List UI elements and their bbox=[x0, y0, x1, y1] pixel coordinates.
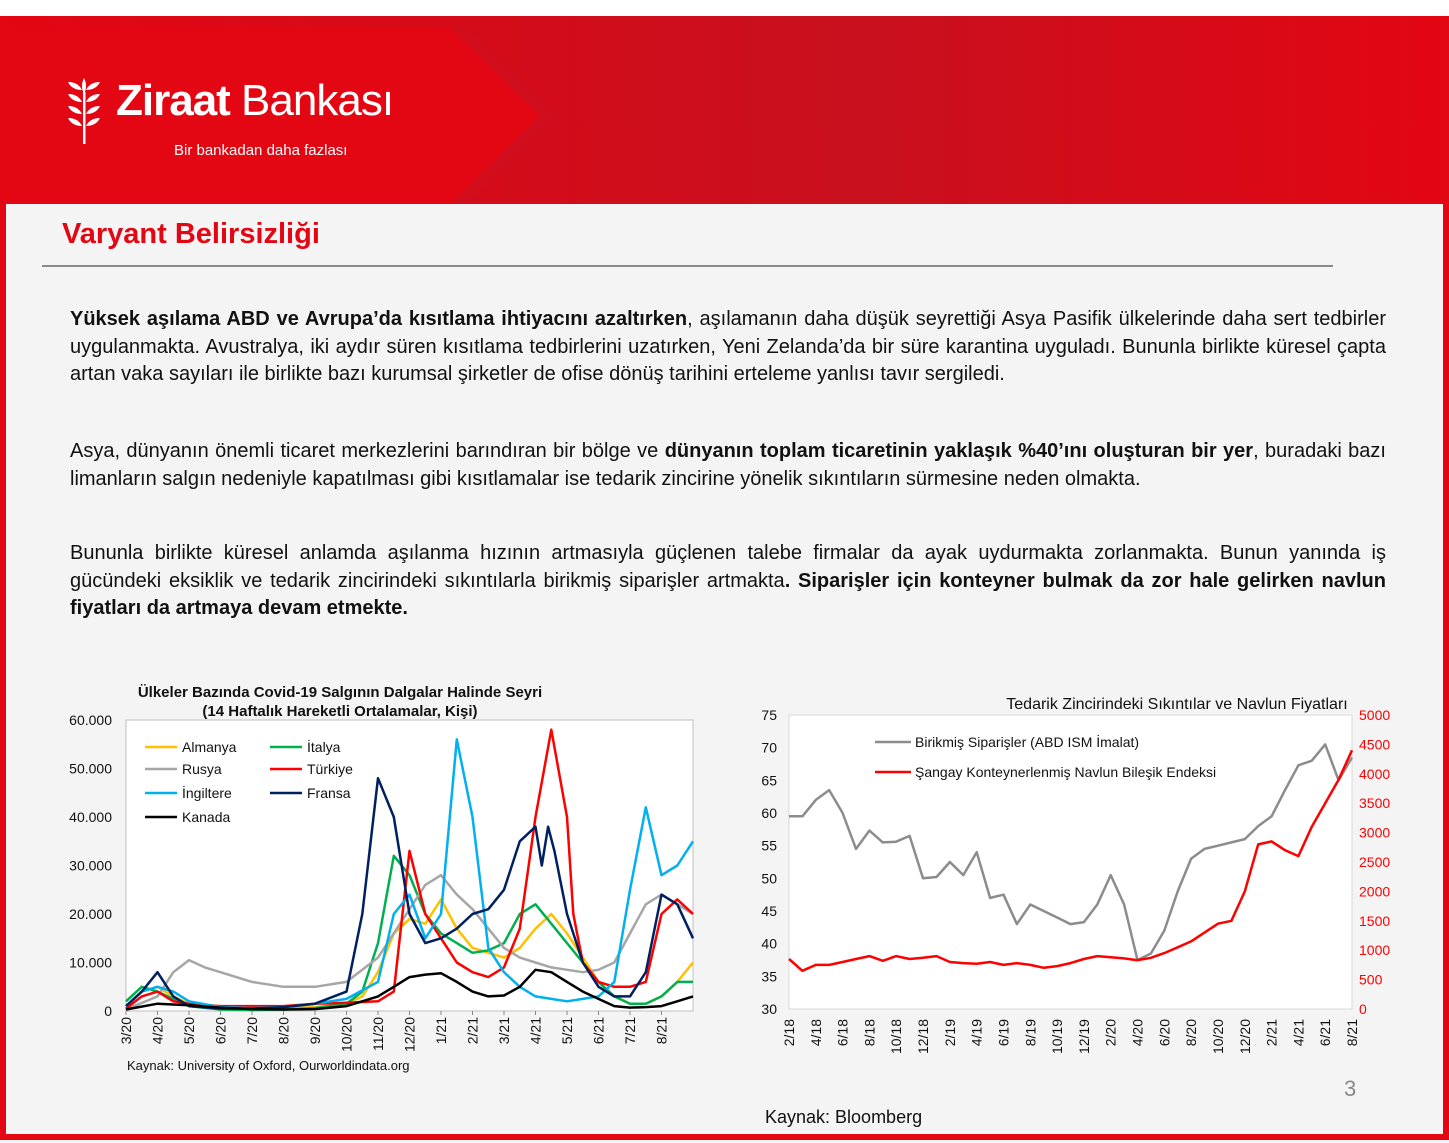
chart1-xtick-label: 10/20 bbox=[338, 1017, 355, 1053]
chart1-source: Kaynak: University of Oxford, Ourworldindata.org bbox=[127, 1058, 410, 1073]
chart1-xtick-label: 2/21 bbox=[464, 1017, 481, 1045]
chart1-legend-label: Almanya bbox=[182, 739, 237, 755]
chart1-legend-label: Fransa bbox=[307, 785, 351, 801]
chart2-legend-label: Birikmiş Siparişler (ABD ISM İmalat) bbox=[915, 734, 1140, 750]
chart2-xtick-label: 6/20 bbox=[1156, 1019, 1173, 1047]
chart1-legend-label: Rusya bbox=[182, 761, 222, 777]
page-number: 3 bbox=[1344, 1076, 1357, 1101]
chart1-xtick-label: 12/20 bbox=[401, 1017, 418, 1053]
chart2-plot-area bbox=[789, 715, 1352, 1009]
chart2-xtick-label: 12/20 bbox=[1236, 1019, 1253, 1055]
chart2-y2tick-label: 2500 bbox=[1359, 854, 1391, 870]
chart2-xtick-label: 8/21 bbox=[1344, 1019, 1360, 1047]
chart2-xtick-label: 2/18 bbox=[781, 1019, 797, 1047]
chart2-xtick-label: 8/19 bbox=[1022, 1019, 1039, 1047]
chart1-xtick-label: 5/21 bbox=[559, 1017, 575, 1045]
slide-title: Varyant Belirsizliği bbox=[62, 218, 320, 250]
chart2-y2tick-label: 4500 bbox=[1359, 736, 1391, 753]
chart2-y2tick-label: 3000 bbox=[1359, 824, 1391, 841]
chart1-ytick-label: 50.000 bbox=[69, 760, 112, 777]
chart2-xtick-label: 2/20 bbox=[1102, 1019, 1119, 1047]
chart1-legend-label: İtalya bbox=[307, 739, 341, 755]
chart1-xtick-label: 3/21 bbox=[496, 1017, 512, 1045]
chart2-xtick-label: 12/19 bbox=[1075, 1019, 1092, 1055]
chart1-legend-label: Türkiye bbox=[307, 761, 353, 777]
chart2-y2tick-label: 5000 bbox=[1359, 707, 1391, 723]
chart2-ytick-label: 50 bbox=[761, 870, 777, 887]
chart2-ytick-label: 75 bbox=[761, 707, 777, 723]
chart2-xtick-label: 10/18 bbox=[888, 1019, 905, 1055]
chart1-ytick-label: 20.000 bbox=[69, 906, 112, 922]
paragraph-2: Asya, dünyanın önemli ticaret merkezlerini barındıran bir bölge ve dünyanın toplam ticaretinin yaklaşık %40’ını oluşturan bir yer, buradaki bazı limanların salgın nedeniyle kapatılması gibi kısıtlamalar ise tedarik zincirine yönelik sıkıntıların sürmesine neden olmakta. bbox=[70, 440, 1386, 490]
chart2-y2tick-label: 3500 bbox=[1359, 795, 1391, 812]
chart2-legend-label: Şangay Konteynerlenmiş Navlun Bileşik Endeksi bbox=[915, 764, 1217, 780]
chart2-xtick-label: 2/19 bbox=[941, 1019, 958, 1047]
chart1-xtick-label: 4/20 bbox=[149, 1017, 166, 1045]
chart1-title: Ülkeler Bazında Covid-19 Salgının Dalgalar Halinde Seyri bbox=[137, 684, 543, 701]
chart1-xtick-label: 8/21 bbox=[653, 1017, 670, 1045]
chart2-ytick-label: 70 bbox=[761, 739, 777, 756]
chart1-xtick-label: 7/21 bbox=[622, 1017, 638, 1045]
title-divider bbox=[42, 265, 1333, 267]
chart1-ytick-label: 60.000 bbox=[69, 712, 112, 728]
chart2-y2tick-label: 0 bbox=[1359, 1001, 1367, 1017]
brand-name: Ziraat Bankası bbox=[116, 76, 394, 125]
chart1-legend-label: Kanada bbox=[182, 809, 231, 825]
chart1-xtick-label: 3/20 bbox=[118, 1017, 134, 1045]
chart2-xtick-label: 4/18 bbox=[807, 1019, 824, 1047]
chart2-ytick-label: 65 bbox=[761, 772, 777, 789]
ziraat-logo bbox=[64, 76, 434, 166]
chart1-xtick-label: 6/21 bbox=[590, 1017, 607, 1045]
brand-tagline: Bir bankadan daha fazlası bbox=[174, 142, 348, 159]
chart1-ytick-label: 30.000 bbox=[69, 857, 112, 874]
chart2-xtick-label: 4/21 bbox=[1290, 1019, 1307, 1047]
chart2-y2tick-label: 4000 bbox=[1359, 765, 1391, 782]
source-bloomberg: Kaynak: Bloomberg bbox=[765, 1107, 923, 1127]
chart1-xtick-label: 9/20 bbox=[307, 1017, 323, 1045]
chart2-ytick-label: 45 bbox=[761, 903, 777, 919]
chart2-y2tick-label: 1500 bbox=[1359, 912, 1391, 929]
chart1-ytick-label: 40.000 bbox=[69, 809, 112, 825]
chart1-xtick-label: 6/20 bbox=[212, 1017, 229, 1045]
chart2-xtick-label: 6/18 bbox=[834, 1019, 851, 1047]
chart1-xtick-label: 8/20 bbox=[275, 1017, 292, 1045]
wheat-icon bbox=[64, 76, 108, 146]
chart2-title: Tedarik Zincirindeki Sıkıntılar ve Navlun Fiyatları bbox=[1006, 696, 1348, 713]
chart2-xtick-label: 10/19 bbox=[1049, 1019, 1066, 1055]
chart2-xtick-label: 6/21 bbox=[1317, 1019, 1334, 1047]
chart1-xtick-label: 7/20 bbox=[244, 1017, 260, 1045]
chart2-ytick-label: 60 bbox=[761, 805, 777, 821]
covid-waves-chart bbox=[50, 675, 710, 1085]
chart2-xtick-label: 8/20 bbox=[1183, 1019, 1200, 1047]
chart1-xtick-label: 1/21 bbox=[433, 1017, 449, 1045]
chart1-ytick-label: 0 bbox=[104, 1003, 112, 1019]
chart2-y2tick-label: 500 bbox=[1359, 971, 1383, 988]
chart2-ytick-label: 55 bbox=[761, 837, 777, 854]
chart2-ytick-label: 30 bbox=[761, 1001, 777, 1017]
chart2-xtick-label: 4/19 bbox=[968, 1019, 985, 1047]
top-strip bbox=[0, 0, 1449, 16]
chart2-xtick-label: 8/18 bbox=[861, 1019, 878, 1047]
chart1-legend-label: İngiltere bbox=[182, 785, 232, 801]
chart1-ytick-label: 10.000 bbox=[69, 954, 112, 971]
chart2-xtick-label: 2/21 bbox=[1263, 1019, 1280, 1047]
chart2-y2tick-label: 2000 bbox=[1359, 883, 1391, 900]
chart2-xtick-label: 6/19 bbox=[995, 1019, 1012, 1047]
chart2-xtick-label: 12/18 bbox=[915, 1019, 932, 1055]
chart2-xtick-label: 4/20 bbox=[1129, 1019, 1146, 1047]
chart2-ytick-label: 35 bbox=[761, 968, 777, 985]
paragraph-3: Bununla birlikte küresel anlamda aşılanma hızının artmasıyla güçlenen talebe firmalar da ayak uydurmakta zorlanmakta. Bunun yanında iş gücündeki eksiklik ve tedarik zincirindeki sıkıntılarla birikmiş siparişler artmakta. Siparişler için konteyner bulmak da zor hale gelirken navlun fiyatları da artmaya devam etmekte. bbox=[70, 542, 1386, 619]
chart1-xtick-label: 4/21 bbox=[527, 1017, 544, 1045]
supply-chain-chart bbox=[740, 685, 1400, 1085]
chart2-y2tick-label: 1000 bbox=[1359, 942, 1391, 959]
chart1-xtick-label: 5/20 bbox=[181, 1017, 197, 1045]
chart1-subtitle: (14 Haftalık Hareketli Ortalamalar, Kişi) bbox=[202, 703, 478, 720]
chart2-xtick-label: 10/20 bbox=[1209, 1019, 1226, 1055]
chart2-ytick-label: 40 bbox=[761, 935, 777, 952]
chart1-xtick-label: 11/20 bbox=[370, 1017, 386, 1051]
paragraph-1: Yüksek aşılama ABD ve Avrupa’da kısıtlama ihtiyacını azaltırken, aşılamanın daha düşük seyrettiği Asya Pasifik ülkelerinde daha sert tedbirler uygulanmakta. Avustralya, iki aydır süren kısıtlama tedbirlerini uzatırken, Yeni Zelanda’da bir süre karantina uyguladı. Bununla birlikte küresel çapta artan vaka sayıları ile birlikte bazı kurumsal şirketler de ofise dönüş tarihini erteleme yanlısı tavır sergiledi. bbox=[70, 308, 1387, 385]
